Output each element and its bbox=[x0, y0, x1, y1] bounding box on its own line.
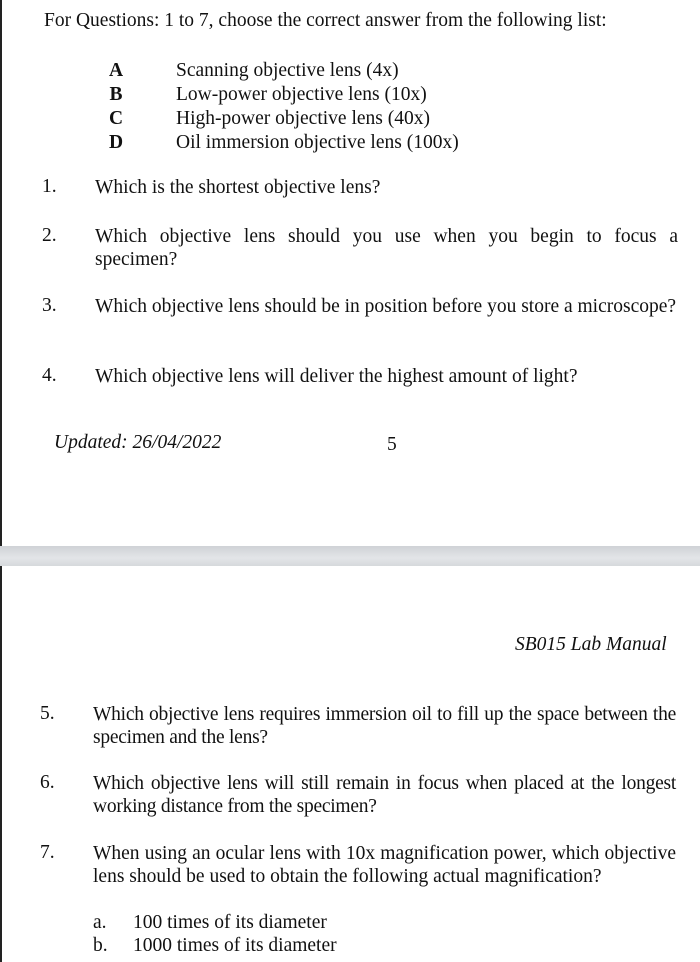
question-number: 5. bbox=[40, 703, 55, 724]
question-text: Which objective lens will still remain in focus when placed at the longest working distance from the specimen? bbox=[93, 773, 676, 817]
instructions: For Questions: 1 to 7, choose the correct answer from the following list: bbox=[44, 10, 607, 31]
question-number: 4. bbox=[42, 365, 57, 386]
question-text: Which objective lens requires immersion oil to fill up the space between the specimen and the lens? bbox=[93, 704, 676, 748]
question-number: 1. bbox=[42, 176, 57, 197]
subitem-label: a. bbox=[93, 912, 107, 933]
document-page-2 bbox=[0, 566, 700, 962]
option-text: Scanning objective lens (4x) bbox=[176, 60, 399, 81]
question-number: 3. bbox=[42, 295, 57, 316]
subitem-text: 100 times of its diameter bbox=[133, 912, 327, 933]
option-text: Low-power objective lens (10x) bbox=[176, 84, 427, 105]
question-number: 2. bbox=[42, 225, 57, 246]
option-text: Oil immersion objective lens (100x) bbox=[176, 132, 459, 153]
question-text: When using an ocular lens with 10x magnification power, which objective lens should be used to obtain the following actual magnification? bbox=[93, 843, 676, 887]
option-letter: A bbox=[109, 60, 124, 81]
question-text: Which objective lens should be in position before you store a microscope? bbox=[95, 296, 677, 317]
question-number: 6. bbox=[40, 772, 55, 793]
option-text: High-power objective lens (40x) bbox=[176, 108, 430, 129]
subitem-label: b. bbox=[93, 935, 108, 956]
subitem-text: 1000 times of its diameter bbox=[133, 935, 337, 956]
question-number: 7. bbox=[40, 842, 55, 863]
option-letter: C bbox=[109, 108, 124, 129]
page-number: 5 bbox=[387, 434, 397, 455]
question-text: Which objective lens will deliver the highest amount of light? bbox=[95, 366, 578, 387]
option-letter: D bbox=[109, 132, 124, 153]
option-letter: B bbox=[109, 84, 123, 105]
question-text: Which is the shortest objective lens? bbox=[95, 177, 381, 198]
question-text: Which objective lens should you use when you begin to focus a specimen? bbox=[95, 226, 678, 270]
updated-date: Updated: 26/04/2022 bbox=[54, 432, 222, 453]
manual-header: SB015 Lab Manual bbox=[515, 634, 667, 655]
page-separator bbox=[0, 546, 700, 566]
